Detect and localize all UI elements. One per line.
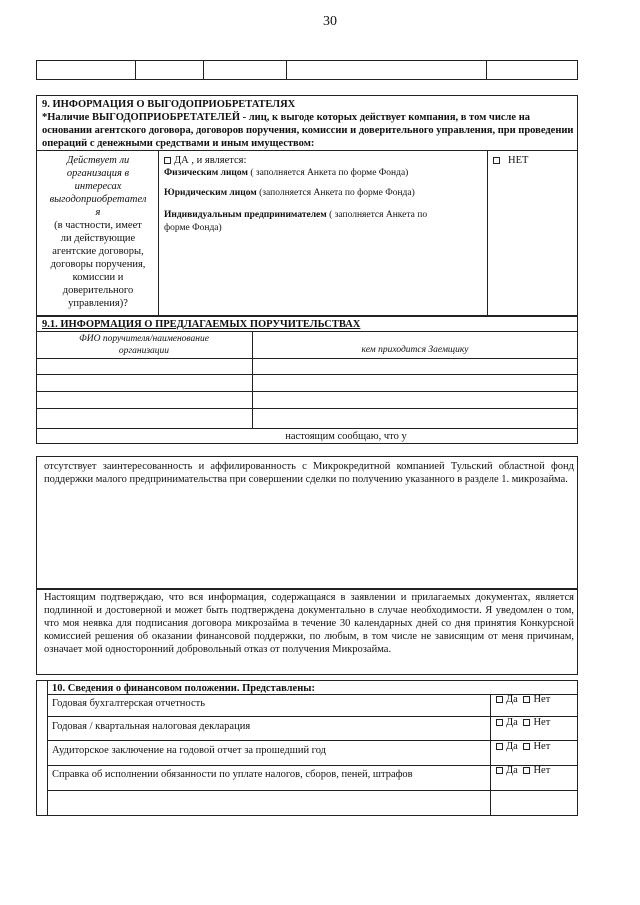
individual-row bbox=[164, 167, 484, 180]
section10-title: 10. Сведения о финансовом положении. Представлены: bbox=[52, 683, 315, 694]
question-line: я bbox=[95, 207, 101, 218]
divider bbox=[286, 60, 287, 80]
question-line: договоры поручения, bbox=[50, 259, 146, 270]
no-label: Нет bbox=[533, 765, 551, 776]
question-line: управления)? bbox=[68, 298, 128, 309]
individual-note: ( заполняется Анкета по форме Фонда) bbox=[250, 168, 409, 178]
guarantor-name-header bbox=[40, 333, 248, 357]
legal-note: (заполняется Анкета по форме Фонда) bbox=[259, 188, 415, 198]
fin-row-label: Годовая бухгалтерская отчетность bbox=[52, 698, 205, 709]
page-number: 30 bbox=[323, 14, 337, 29]
question-line: выгодоприобретател bbox=[49, 194, 147, 205]
beneficiary-question bbox=[40, 154, 156, 310]
divider bbox=[490, 694, 491, 816]
divider bbox=[47, 790, 578, 791]
divider bbox=[36, 331, 578, 332]
question-line: (в частности, имеет bbox=[54, 220, 142, 231]
question-line: доверительного bbox=[62, 285, 134, 296]
no-checkbox[interactable] bbox=[493, 157, 500, 164]
question-line: ли действующие bbox=[60, 233, 136, 244]
fin-row-label: Аудиторское заключение на годовой отчет за прошедший год bbox=[52, 745, 327, 756]
relation-header: кем приходится Заемщику bbox=[361, 345, 469, 355]
fin-row-choice[interactable] bbox=[496, 716, 576, 729]
divider bbox=[36, 358, 578, 359]
header-line: ФИО поручителя/наименование bbox=[79, 334, 209, 344]
entrepreneur-label: Индивидуальным предпринимателем bbox=[164, 210, 327, 220]
yes-option[interactable] bbox=[164, 154, 484, 167]
table-row bbox=[36, 374, 578, 375]
yes-label: Да bbox=[506, 717, 518, 728]
no-option[interactable] bbox=[493, 154, 573, 167]
divider bbox=[47, 680, 48, 816]
table-row bbox=[36, 428, 578, 429]
no-checkbox[interactable] bbox=[523, 719, 530, 726]
question-line: организация в bbox=[66, 168, 130, 179]
header-line: организации bbox=[118, 346, 170, 356]
question-line: агентские договоры, bbox=[52, 246, 144, 257]
no-label: НЕТ bbox=[508, 155, 529, 166]
legal-row bbox=[164, 187, 484, 200]
question-line: интересах bbox=[74, 181, 122, 192]
no-checkbox[interactable] bbox=[523, 696, 530, 703]
divider bbox=[487, 150, 488, 316]
fin-row-label: Годовая / квартальная налоговая декларация bbox=[52, 721, 251, 732]
yes-checkbox[interactable] bbox=[496, 743, 503, 750]
no-label: Нет bbox=[533, 717, 551, 728]
confirmation-text: Настоящим подтверждаю, что вся информация, содержащаяся в заявлении и прилагаемых документах, является подлинной и достоверной и может быть подтверждена документально в случае необходимости. Я уведомлен о том, что моя неявка для подписания договора микрозайма в течение 30 календарных дней со дня принятия Конкурсной комиссией решения об оказании финансовой поддержки, по любым, в том числе не зависящим от меня причинам, означает мой односторонний добровольный отказ от получения Микрозайма. bbox=[44, 592, 574, 655]
fin-row-choice[interactable] bbox=[496, 693, 576, 706]
no-label: Нет bbox=[533, 694, 551, 705]
individual-label: Физическим лицом bbox=[164, 168, 248, 178]
yes-checkbox[interactable] bbox=[496, 767, 503, 774]
question-line: Действует ли bbox=[66, 155, 130, 166]
fin-row-choice[interactable] bbox=[496, 740, 576, 753]
divider bbox=[135, 60, 136, 80]
section91-title: 9.1. ИНФОРМАЦИЯ О ПРЕДЛАГАЕМЫХ ПОРУЧИТЕЛЬСТВАХ bbox=[42, 319, 361, 330]
yes-label: ДА , и является: bbox=[174, 155, 247, 166]
yes-label: Да bbox=[506, 765, 518, 776]
entrepreneur-row bbox=[164, 209, 484, 235]
divider bbox=[203, 60, 204, 80]
no-label: Нет bbox=[533, 741, 551, 752]
question-line: комиссии и bbox=[72, 272, 124, 283]
no-checkbox[interactable] bbox=[523, 743, 530, 750]
yes-label: Да bbox=[506, 741, 518, 752]
yes-checkbox[interactable] bbox=[164, 157, 171, 164]
notice-text: настоящим сообщаю, что у bbox=[285, 431, 407, 442]
table-row bbox=[36, 408, 578, 409]
statement-text: отсутствует заинтересованность и аффилированность с Микрокредитной компанией Тульский областной фонд поддержки малого предпринимательства при совершении сделки по получению указанного в разделе 1. микрозайма. bbox=[44, 461, 574, 485]
divider bbox=[158, 150, 159, 316]
section9-title: 9. ИНФОРМАЦИЯ О ВЫГОДОПРИОБРЕТАТЕЛЯХ bbox=[42, 99, 296, 110]
entrepreneur-note-cont: форме Фонда) bbox=[164, 223, 222, 233]
yes-checkbox[interactable] bbox=[496, 696, 503, 703]
table-row bbox=[36, 391, 578, 392]
top-table-row bbox=[36, 60, 578, 80]
entrepreneur-note: ( заполняется Анкета по bbox=[329, 210, 428, 220]
yes-checkbox[interactable] bbox=[496, 719, 503, 726]
no-checkbox[interactable] bbox=[523, 767, 530, 774]
divider bbox=[36, 150, 578, 151]
fin-row-label: Справка об исполнении обязанности по уплате налогов, сборов, пеней, штрафов bbox=[52, 769, 413, 780]
divider bbox=[252, 331, 253, 428]
yes-label: Да bbox=[506, 694, 518, 705]
legal-label: Юридическим лицом bbox=[164, 188, 257, 198]
fin-row-choice[interactable] bbox=[496, 764, 576, 777]
divider bbox=[486, 60, 487, 80]
section9-subtitle: *Наличие ВЫГОДОПРИОБРЕТАТЕЛЕЙ - лиц, к выгоде которых действует компания, в том числе на основании агентского договора, договоров поручения, комиссии и доверительного управления, при проведении операций с денежными средствами и иным имуществом: bbox=[42, 112, 574, 149]
